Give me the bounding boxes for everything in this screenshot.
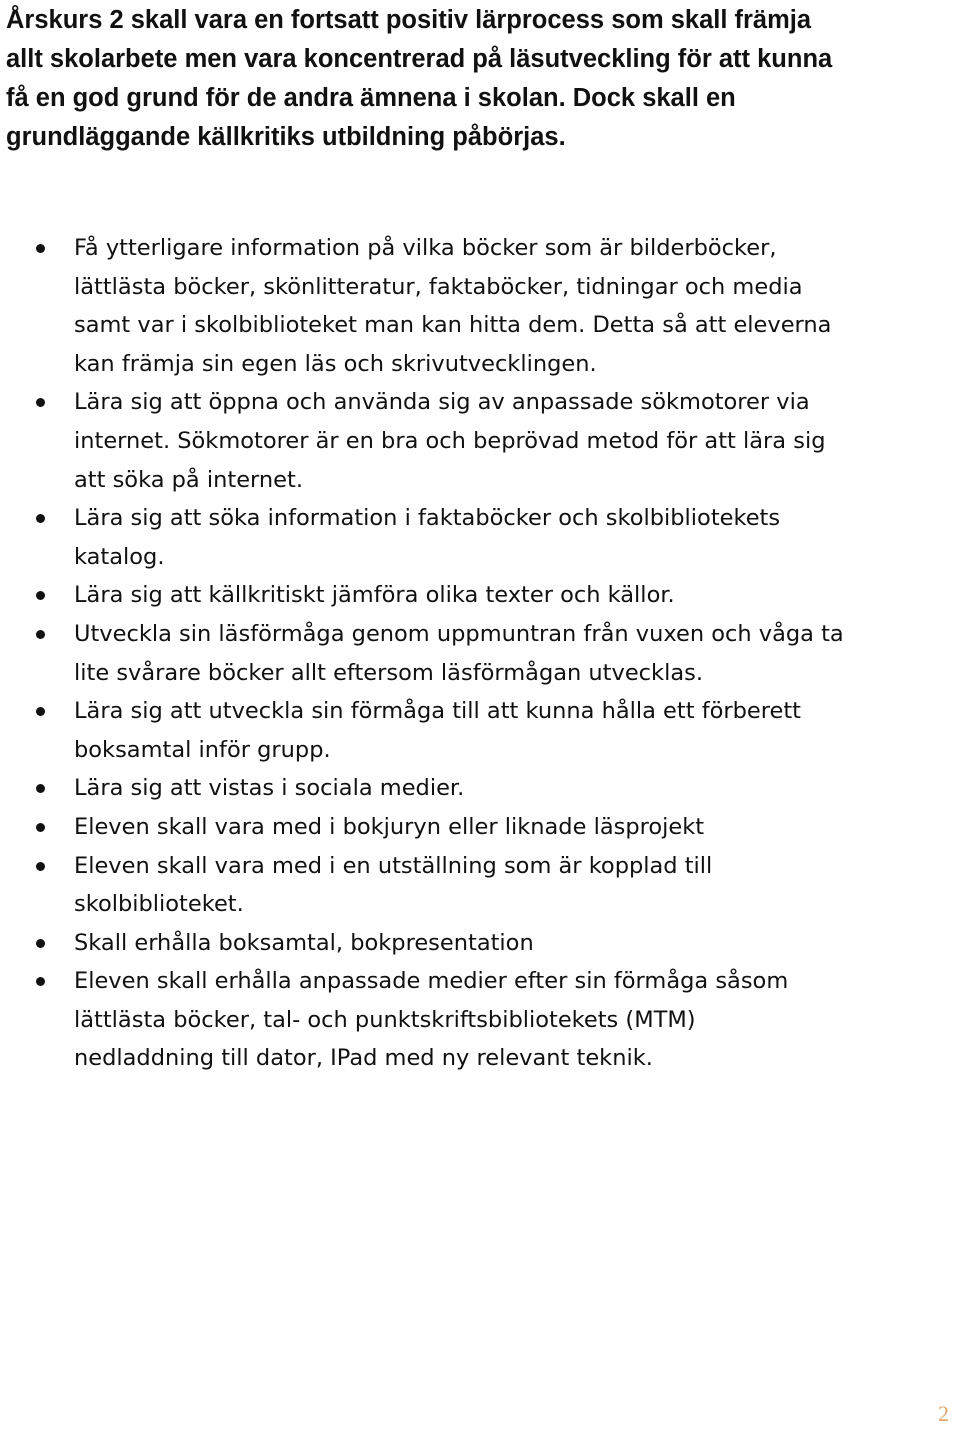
list-item-line: nedladdning till dator, IPad med ny relevant teknik. xyxy=(74,1045,653,1072)
bullet-icon xyxy=(36,823,45,832)
list-item xyxy=(0,808,960,847)
bullet-list xyxy=(0,229,960,1078)
list-item-line: Eleven skall vara med i en utställning som är kopplad till xyxy=(74,852,713,879)
list-item-line: lättlästa böcker, tal- och punktskriftsbibliotekets (MTM) xyxy=(74,1006,696,1033)
page-number: 2 xyxy=(938,1401,949,1426)
list-item xyxy=(0,769,960,808)
list-item-line: att söka på internet. xyxy=(74,466,303,493)
bullet-icon xyxy=(36,784,45,793)
list-item xyxy=(0,499,960,576)
list-item-line: skolbiblioteket. xyxy=(74,891,244,918)
list-item-line: boksamtal inför grupp. xyxy=(74,736,331,763)
bullet-icon xyxy=(36,591,45,600)
list-item xyxy=(0,692,960,769)
list-item-line: Utveckla sin läsförmåga genom uppmuntran från vuxen och våga ta xyxy=(74,620,844,647)
bullet-icon xyxy=(36,939,45,948)
list-item-line: Lära sig att söka information i faktaböcker och skolbibliotekets xyxy=(74,505,781,532)
bullet-icon xyxy=(36,630,45,639)
bullet-icon xyxy=(36,977,45,986)
list-item xyxy=(0,924,960,963)
list-item-line: internet. Sökmotorer är en bra och beprövad metod för att lära sig xyxy=(74,427,826,454)
list-item-line: Lära sig att öppna och använda sig av anpassade sökmotorer via xyxy=(74,389,810,416)
intro-line: grundläggande källkritiks utbildning påbörjas. xyxy=(6,123,566,151)
list-item-line: Eleven skall vara med i bokjuryn eller liknade läsprojekt xyxy=(74,813,705,840)
list-item xyxy=(0,576,960,615)
list-item-line: lite svårare böcker allt eftersom läsförmågan utvecklas. xyxy=(74,659,703,686)
list-item-line: Lära sig att källkritiskt jämföra olika texter och källor. xyxy=(74,582,675,609)
list-item-line: Få ytterligare information på vilka böcker som är bilderböcker, xyxy=(74,235,777,261)
list-item xyxy=(0,847,960,924)
list-item-line: katalog. xyxy=(74,543,165,570)
intro-line: få en god grund för de andra ämnena i skolan. Dock skall en xyxy=(6,84,736,112)
list-item-line: kan främja sin egen läs och skrivutvecklingen. xyxy=(74,350,597,377)
intro-paragraph xyxy=(6,1,946,157)
list-item xyxy=(0,383,960,499)
list-item-line: samt var i skolbiblioteket man kan hitta dem. Detta så att eleverna xyxy=(74,312,832,339)
bullet-icon xyxy=(36,707,45,716)
list-item-line: Lära sig att utveckla sin förmåga till att kunna hålla ett förberett xyxy=(74,698,801,725)
list-item-line: Eleven skall erhålla anpassade medier efter sin förmåga såsom xyxy=(74,968,789,995)
list-item-line: lättlästa böcker, skönlitteratur, faktaböcker, tidningar och media xyxy=(74,273,803,300)
bullet-icon xyxy=(36,862,45,871)
list-item xyxy=(0,962,960,1078)
list-item xyxy=(0,615,960,692)
bullet-icon xyxy=(36,398,45,407)
intro-line: allt skolarbete men vara koncentrerad på läsutveckling för att kunna xyxy=(6,45,833,73)
bullet-icon xyxy=(36,514,45,523)
intro-line: Årskurs 2 skall vara en fortsatt positiv lärprocess som skall främja xyxy=(6,6,812,34)
list-item xyxy=(0,229,960,383)
list-item-line: Skall erhålla boksamtal, bokpresentation xyxy=(74,929,534,956)
bullet-icon xyxy=(36,244,45,253)
list-item-line: Lära sig att vistas i sociala medier. xyxy=(74,775,465,802)
